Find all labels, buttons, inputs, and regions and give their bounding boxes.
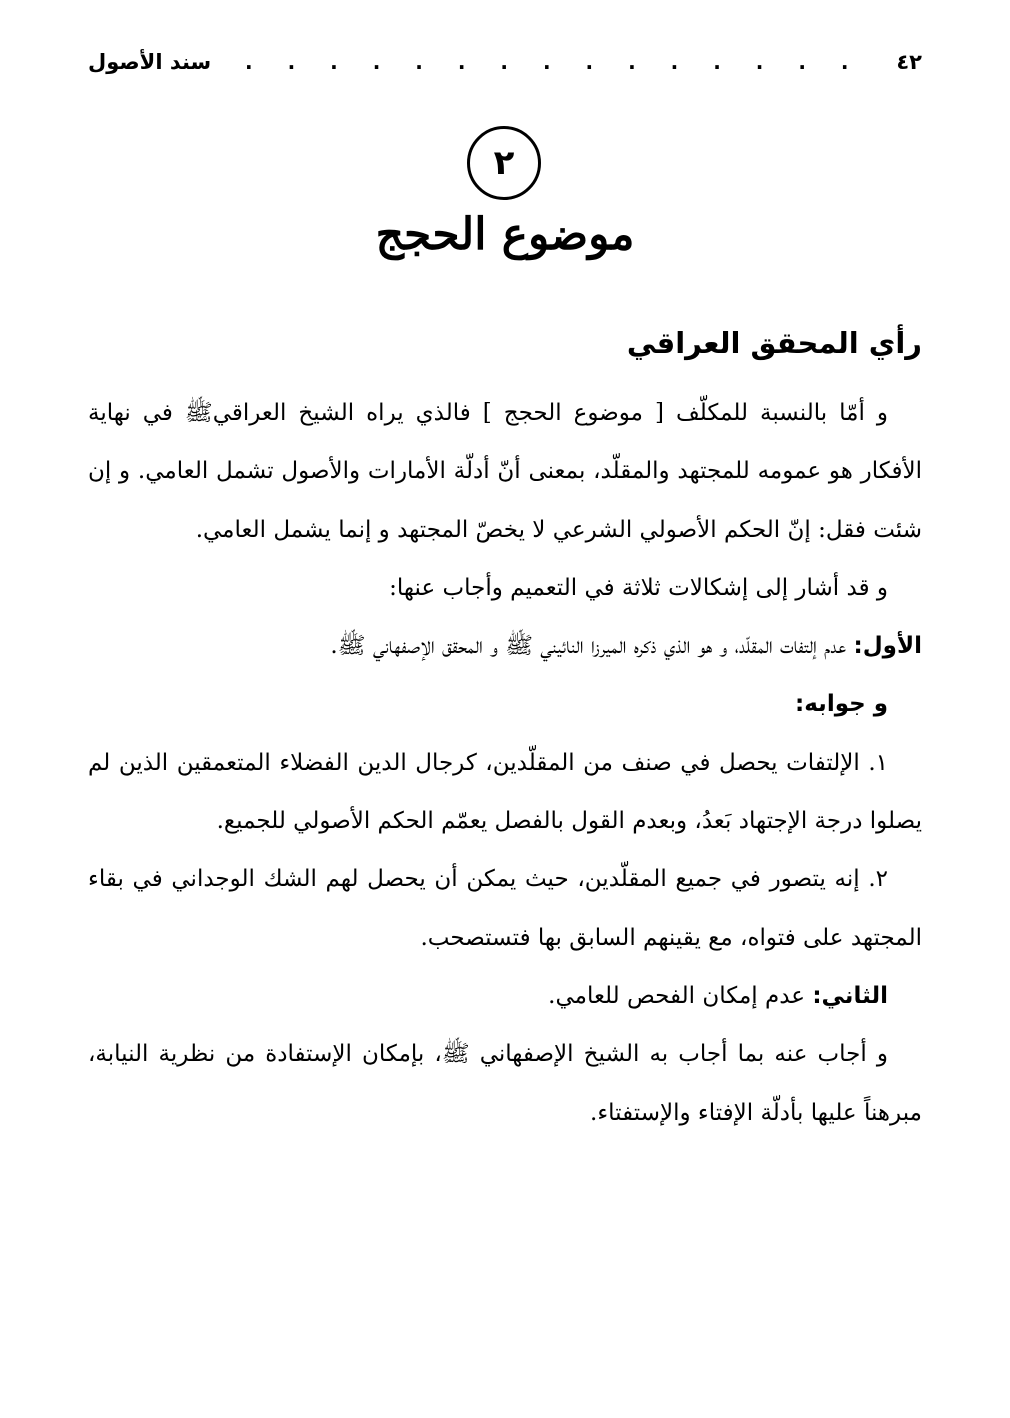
book-title: سند الأصول	[88, 50, 212, 74]
section-heading: رأي المحقق العراقي	[626, 326, 922, 360]
paragraph: و أجاب عنه بما أجاب به الشيخ الإصفهاني ﷺ، بإمكان الإستفادة من نظرية النيابة، مبرهناً عليها بأدلّة الإفتاء والإستفتاء.	[88, 1041, 922, 1126]
point-text: عدم إمكان الفحص للعامي.	[548, 982, 806, 1009]
paragraph	[88, 617, 922, 675]
running-header	[88, 44, 922, 80]
chapter-number-circle	[467, 126, 541, 200]
paragraph	[88, 967, 922, 1025]
point-label: الأول:	[853, 633, 922, 660]
page-number: ٤٢	[896, 50, 922, 74]
point-text: عدم إلتفات المقلّد، و هو الذي ذكره الميرزا النائيني ﷺ و المحقق الإصفهاني ﷺ.	[330, 633, 847, 660]
body-text	[88, 384, 922, 1142]
paragraph: و أمّا بالنسبة للمكلّف [ موضوع الحجج ] فالذي يراه الشيخ العراقيﷺ في نهاية الأفكار هو عمومه للمجتهد والمقلّد، بمعنى أنّ أدلّة الأمارات والأصول تشمل العامي. و إن شئت فقل: إنّ الحكم الأصولي الشرعي لا يخصّ المجتهد و إنما يشمل العامي.	[88, 400, 922, 543]
chapter-title: موضوع الحجج	[375, 209, 635, 260]
paragraph: و جوابه:	[795, 691, 888, 718]
paragraph: ٢. إنه يتصور في جميع المقلّدين، حيث يمكن أن يحصل لهم الشك الوجداني في بقاء المجتهد على فتواه، مع يقينهم السابق بها فتستصحب.	[88, 866, 922, 951]
chapter-number: ٢	[493, 143, 515, 183]
dot-leader: . . . . . . . . . . . . . . .	[245, 50, 863, 74]
paragraph: و قد أشار إلى إشكالات ثلاثة في التعميم وأجاب عنها:	[389, 574, 888, 601]
paragraph: ١. الإلتفات يحصل في صنف من المقلّدين، كرجال الدين الفضلاء المتعمقين الذين لم يصلوا درجة الإجتهاد بَعدُ، وبعدم القول بالفصل يعمّم الحكم الأصولي للجميع.	[88, 749, 922, 835]
point-label: الثاني:	[812, 982, 888, 1009]
